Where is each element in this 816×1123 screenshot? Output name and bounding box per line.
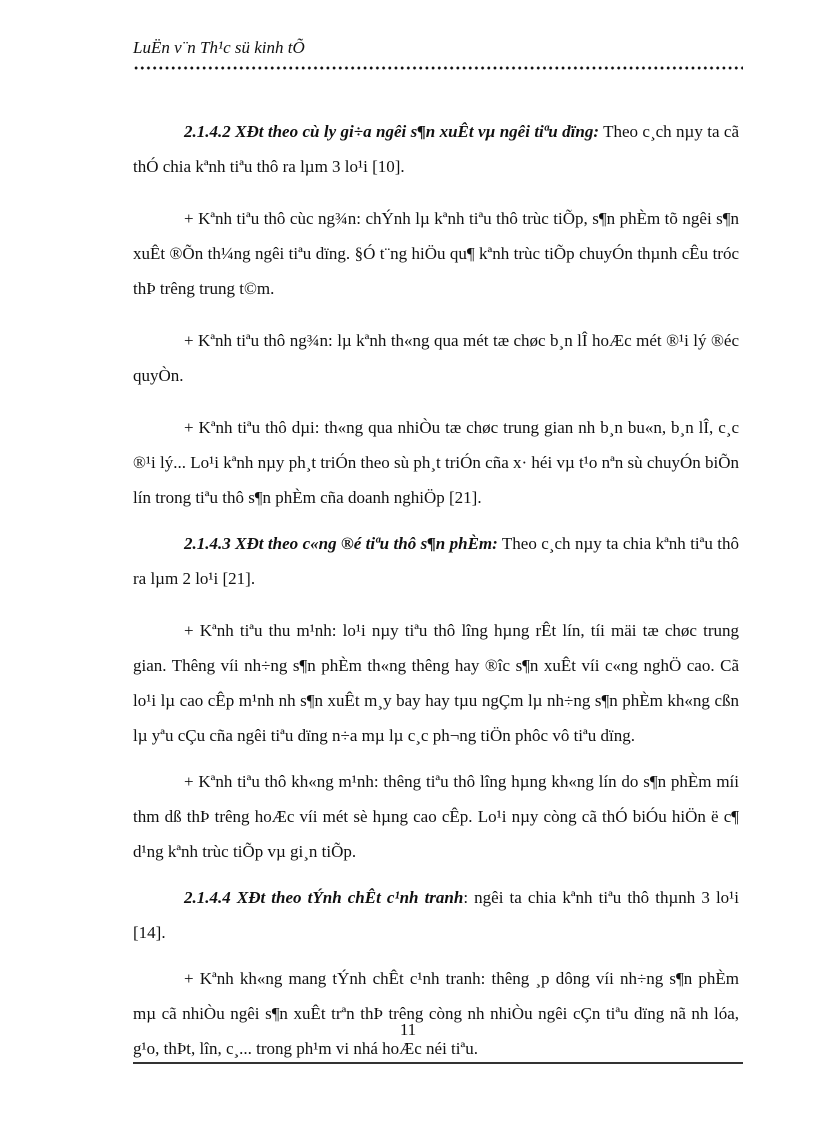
paragraph-bullet bbox=[133, 201, 739, 306]
section-heading: 2.1.4.4 XÐt theo tÝnh chÊt c¹nh tranh bbox=[184, 888, 464, 907]
running-header: LuËn v¨n Th¹c sü kinh tÕ bbox=[133, 38, 305, 57]
document-body bbox=[133, 114, 739, 1083]
section-heading: 2.1.4.3 XÐt theo c«ng ®é tiªu thô s¶n phÈm: bbox=[184, 534, 498, 553]
paragraph-text: + Kªnh kh«ng mang tÝnh chÊt c¹nh tranh: thêng ¸p dông víi nh÷ng s¶n phÈm mµ cã nhiÒu ngêi s¶n xuÊt trªn thÞ trêng còng nh nhiÒu ngêi cÇn tiªu dïng nã nh lóa, g¹o, thÞt, lîn, c¸... trong ph¹m vi nhá hoÆc néi tiªu. bbox=[133, 969, 739, 1058]
header-dotted-rule bbox=[133, 66, 743, 70]
footer-rule bbox=[133, 1062, 743, 1064]
section-heading: 2.1.4.2 XÐt theo cù ly gi÷a ngêi s¶n xuÊt vµ ngêi tiªu dïng: bbox=[184, 122, 599, 141]
paragraph-text: + Kªnh tiªu thô kh«ng m¹nh: thêng tiªu thô lîng hµng kh«ng lín do s¶n phÈm míi thm dß thÞ trêng hoÆc víi mét sè hµng cao cÊp. Lo¹i nµy còng cã thÓ biÓu hiÖn ë c¶ d¹ng kªnh trùc tiÕp vµ gi¸n tiÕp. bbox=[133, 772, 739, 861]
paragraph-text: + Kªnh tiªu thô dµi: th«ng qua nhiÒu tæ chøc trung gian nh b¸n bu«n, b¸n lÎ, c¸c ®¹i lý... Lo¹i kªnh nµy ph¸t triÓn theo sù ph¸t triÓn cña x· héi vµ t¹o nªn sù chuyÓn biÕn lín trong tiªu thô s¶n phÈm cña doanh nghiÖp [21]. bbox=[133, 418, 739, 507]
page-number: 11 bbox=[399, 1020, 417, 1039]
paragraph-text: Theo c¸ch nµy ta cã thÓ chia kªnh tiªu thô ra lµm 3 lo¹i [10]. bbox=[133, 122, 739, 176]
paragraph-2-1-4-4 bbox=[133, 880, 739, 950]
paragraph-text: + Kªnh tiªu thu m¹nh: lo¹i nµy tiªu thô lîng hµng rÊt lín, tíi mäi tæ chøc trung gian. Thêng víi nh÷ng s¶n phÈm th«ng thêng hay ®îc s¶n xuÊt víi c«ng nghÖ cao. Cã lo¹i lµ cao cÊp m¹nh nh s¶n xuÊt m¸y bay hay tµu ngÇm lµ nh÷ng s¶n phÈm kh«ng cßn lµ yªu cÇu cña ngêi tiªu dïng n÷a mµ lµ c¸c ph¬ng tiÖn phôc vô tiªu dïng. bbox=[133, 621, 739, 745]
paragraph-bullet bbox=[133, 961, 739, 1066]
paragraph-text: : ngêi ta chia kªnh tiªu thô thµnh 3 lo¹i [14]. bbox=[133, 888, 739, 942]
paragraph-2-1-4-2 bbox=[133, 114, 739, 184]
paragraph-bullet bbox=[133, 410, 739, 515]
paragraph-bullet bbox=[133, 613, 739, 753]
paragraph-bullet bbox=[133, 323, 739, 393]
paragraph-text: + Kªnh tiªu thô ng¾n: lµ kªnh th«ng qua mét tæ chøc b¸n lÎ hoÆc mét ®¹i lý ®éc quyÒn. bbox=[133, 331, 739, 385]
paragraph-text: Theo c¸ch nµy ta chia kªnh tiªu thô ra lµm 2 lo¹i [21]. bbox=[133, 534, 739, 588]
paragraph-2-1-4-3 bbox=[133, 526, 739, 596]
paragraph-bullet bbox=[133, 764, 739, 869]
paragraph-text: + Kªnh tiªu thô cùc ng¾n: chÝnh lµ kªnh tiªu thô trùc tiÕp, s¶n phÈm tõ ngêi s¶n xuÊt ®Õn th¼ng ngêi tiªu dïng. §Ó t¨ng hiÖu qu¶ kªnh trùc tiÕp chuyÓn thµnh cÊu tróc thÞ trêng trung t©m. bbox=[133, 209, 739, 298]
